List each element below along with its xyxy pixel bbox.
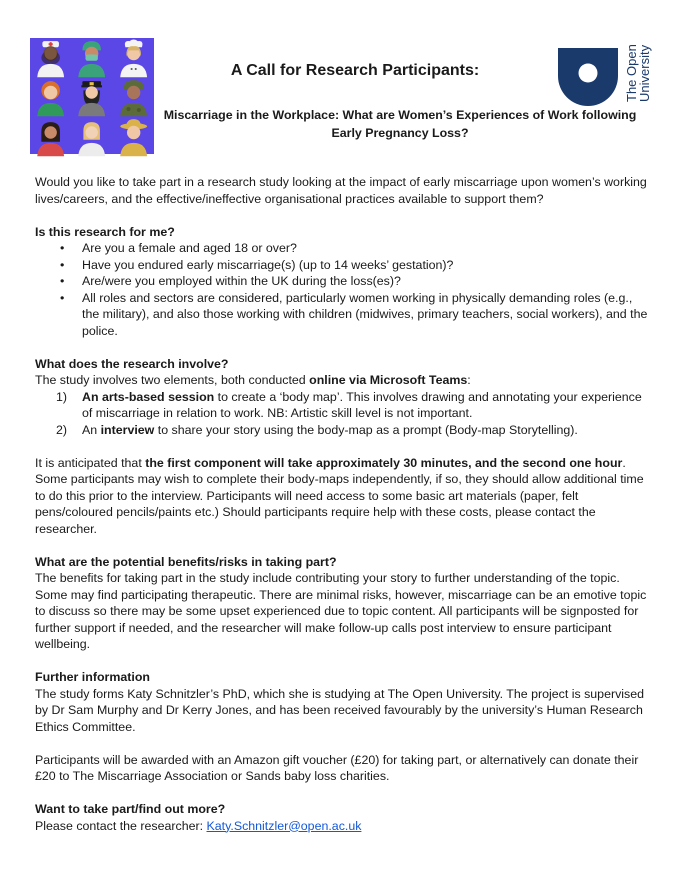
contact-line: Please contact the researcher: Katy.Schnitzler@open.ac.uk <box>35 818 362 833</box>
farmer-figure <box>113 117 154 156</box>
open-university-logo <box>556 36 650 106</box>
intro-paragraph: Would you like to take part in a research study looking at the impact of early miscarriage upon women’s working lives/careers, and the effective/ineffective organisational practices available to support them? <box>35 175 647 206</box>
involve-heading: What does the research involve? <box>35 356 229 371</box>
logo-text: The Open <box>624 44 639 102</box>
list-item: • Are you a female and aged 18 or over? <box>35 240 649 257</box>
steps-list <box>35 389 649 439</box>
worker-figure <box>30 77 71 116</box>
involve-lead: The study involves two elements, both conducted online via Microsoft Teams: <box>35 373 471 387</box>
benefits-heading: What are the potential benefits/risks in taking part? <box>35 554 337 569</box>
eligibility-heading: Is this research for me? <box>35 224 175 239</box>
further-info-heading: Further information <box>35 670 150 684</box>
list-item: • All roles and sectors are considered, particularly women working in physically demanding roles (e.g., the military), and also those working with children (midwives, primary teachers, social workers), and the police. <box>35 290 649 340</box>
reward-paragraph: Participants will be awarded with an Amazon gift voucher (£20) for taking part, or alternatively can donate their £20 to The Miscarriage Association or Sands baby loss charities. <box>35 752 639 783</box>
surgeon-figure <box>71 38 112 77</box>
teacher-figure <box>71 117 112 156</box>
benefits-paragraph: The benefits for taking part in the study include contributing your story to further understanding of the topic. Some may find participating therapeutic. There are minimal risks, however, miscarriage can be an emotive topic to discuss so there may be some upset experienced due to topic content. All participants will be signposted for further support if needed, and the researcher will make follow-up calls post interview to ensure participant wellbeing. <box>35 571 647 651</box>
researcher-email-link[interactable]: Katy.Schnitzler@open.ac.uk <box>206 818 362 833</box>
eligibility-list <box>35 240 649 339</box>
woman-figure <box>30 117 71 156</box>
list-item: 2) An interview to share your story using the body-map as a prompt (Body-map Storytelling). <box>56 422 578 437</box>
list-item: • Are/were you employed within the UK during the loss(es)? <box>35 273 649 290</box>
nurse-figure <box>30 38 71 77</box>
logo-text: University <box>637 44 652 102</box>
chef-figure <box>113 38 154 77</box>
subtitle-line: Miscarriage in the Workplace: What are Women’s Experiences of Work following <box>163 108 637 122</box>
subtitle-line: Early Pregnancy Loss? <box>331 126 469 140</box>
flyer-body <box>35 174 649 834</box>
online-emphasis: online via Microsoft Teams <box>309 373 468 387</box>
header-illustration <box>30 38 154 154</box>
police-figure <box>71 77 112 116</box>
contact-heading: Want to take part/find out more? <box>35 802 226 816</box>
timing-paragraph: It is anticipated that the first component will take approximately 30 minutes, and the second one hour. Some participants may wish to complete their body-maps independently, if so, they should allow additional time to do this prior to the interview. Participants will need access to some basic art materials (paper, felt pens/coloured pencils/paints etc.) Should participants require help with these costs, please contact the researcher. <box>35 455 644 536</box>
soldier-figure <box>113 77 154 116</box>
study-subtitle <box>163 106 637 142</box>
page-title: A Call for Research Participants: <box>230 62 480 79</box>
further-info-paragraph: The study forms Katy Schnitzler’s PhD, which she is studying at The Open University. The project is supervised by Dr Sam Murphy and Dr Kerry Jones, and has been received favourably by the university’s Human Research Ethics Committee. <box>35 686 645 734</box>
list-item: • Have you endured early miscarriage(s) (up to 14 weeks’ gestation)? <box>35 257 649 274</box>
list-item: 1) An arts-based session to create a ‘body map’. This involves drawing and annotating your experience of miscarriage in relation to work. NB: Artistic skill level is not important. <box>56 389 642 420</box>
